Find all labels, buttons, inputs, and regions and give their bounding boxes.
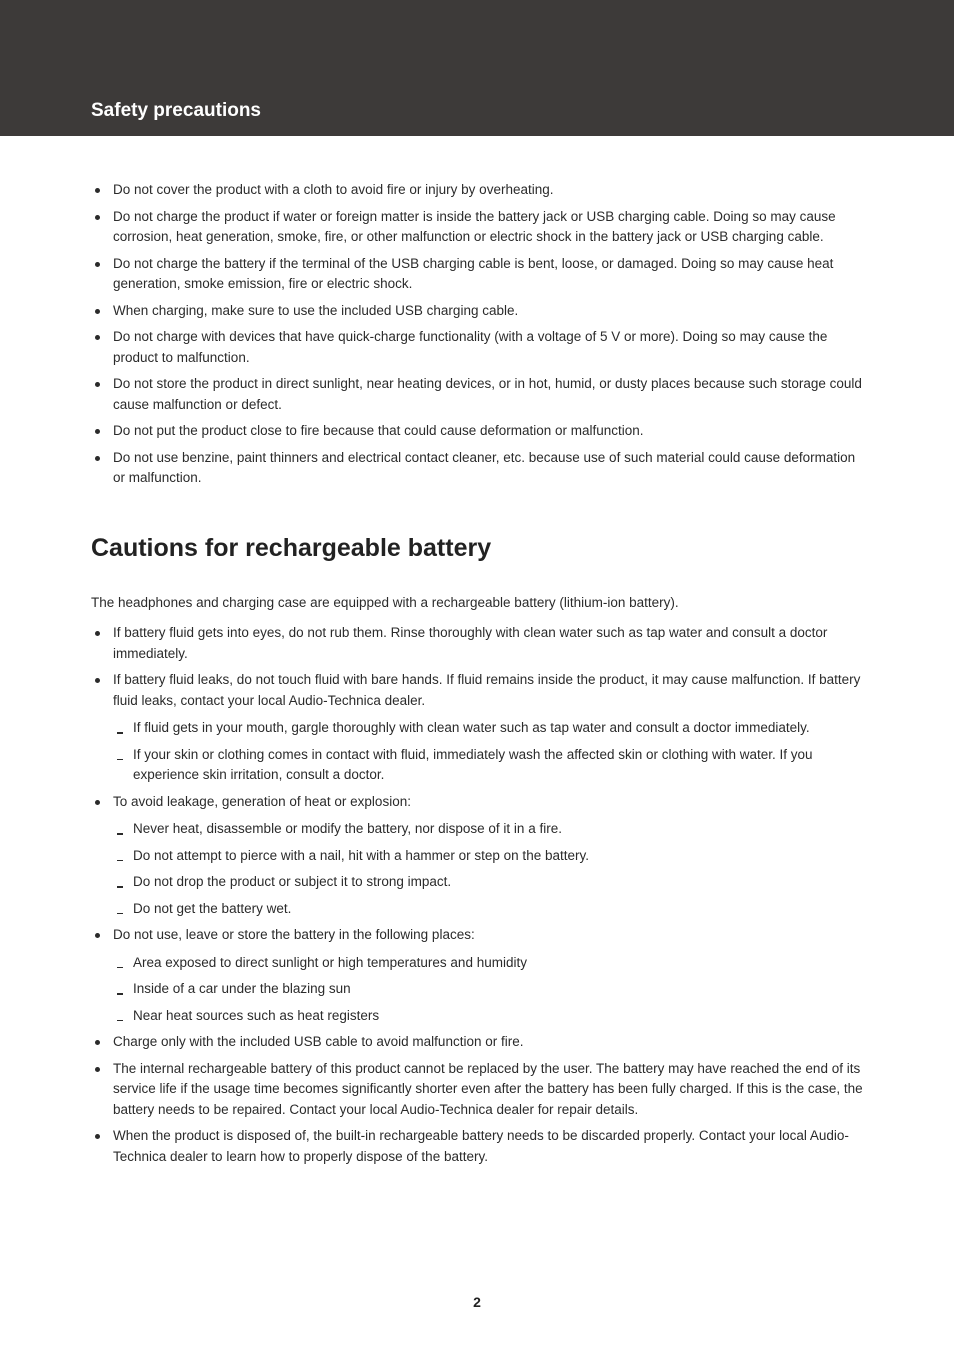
list-item-text: Do not put the product close to fire because that could cause deformation or malfunction. xyxy=(113,423,644,438)
sub-list-item xyxy=(113,899,863,920)
list-item xyxy=(91,301,863,322)
dash-icon xyxy=(117,967,123,969)
sub-list-item-text: Never heat, disassemble or modify the battery, nor dispose of it in a fire. xyxy=(133,821,562,836)
bullet-icon xyxy=(95,800,100,805)
list-item xyxy=(91,1032,863,1053)
bullet-icon xyxy=(95,1134,100,1139)
bullet-icon xyxy=(95,382,100,387)
sub-list-item xyxy=(113,718,863,739)
bullet-icon xyxy=(95,188,100,193)
header-title: Safety precautions xyxy=(91,100,261,121)
list-item xyxy=(91,623,863,664)
list-item-text: If battery fluid leaks, do not touch fluid with bare hands. If fluid remains inside the product, it may cause malfunction. If battery fluid leaks, contact your local Audio-Technica dealer. xyxy=(113,672,861,708)
dash-icon xyxy=(117,860,123,862)
sub-list-item-text: Area exposed to direct sunlight or high temperatures and humidity xyxy=(133,954,527,970)
list-item xyxy=(91,1126,863,1167)
list-item-text: Do not use benzine, paint thinners and electrical contact cleaner, etc. because use of such material could cause deformation or malfunction. xyxy=(113,449,856,485)
sub-list-item xyxy=(113,953,863,974)
bullet-icon xyxy=(95,1040,100,1045)
list-item-text: To avoid leakage, generation of heat or explosion: xyxy=(113,793,411,809)
bullet-icon xyxy=(95,262,100,267)
list-item xyxy=(91,180,863,201)
sub-list-item-text: Do not attempt to pierce with a nail, hit with a hammer or step on the battery. xyxy=(133,847,589,863)
list-item-text: Do not charge the battery if the terminal of the USB charging cable is bent, loose, or damaged. Doing so may cause heat generation, smoke emission, fire or electric shock. xyxy=(113,255,834,291)
dash-icon xyxy=(117,913,123,915)
sub-list-item-text: Do not drop the product or subject it to strong impact. xyxy=(133,874,452,889)
sub-list-item-text: Do not get the battery wet. xyxy=(133,900,292,916)
dash-icon xyxy=(117,993,123,995)
list-item xyxy=(91,327,863,368)
dash-icon xyxy=(117,833,123,835)
page-number: 2 xyxy=(473,1294,481,1310)
bullet-icon xyxy=(95,456,100,461)
sub-list-item xyxy=(113,979,863,1000)
list-item xyxy=(91,374,863,415)
dash-icon xyxy=(117,759,123,761)
bullet-icon xyxy=(95,678,100,683)
bullet-icon xyxy=(95,335,100,340)
list-item-text: The internal rechargeable battery of this product cannot be replaced by the user. The battery may have reached the end of its service life if the usage time becomes significantly shorter even after the battery has been fully charged. If this is the case, the battery needs to be repaired. Contact your local Audio-Technica dealer for repair details. xyxy=(113,1060,863,1117)
sub-list-item-text: If fluid gets in your mouth, gargle thoroughly with clean water such as tap water and consult a doctor immediately. xyxy=(133,720,810,735)
list-item-text: Do not charge the product if water or foreign matter is inside the battery jack or USB charging cable. Doing so may cause corrosion, heat generation, smoke, fire, or other malfunction or electric shock in the battery jack or USB charging cable. xyxy=(113,208,836,244)
page-content xyxy=(91,180,863,1173)
list-item-text: Do not charge with devices that have quick-charge functionality (with a voltage of 5 V or more). Doing so may cause the product to malfunction. xyxy=(113,329,828,365)
bullet-icon xyxy=(95,309,100,314)
list-item xyxy=(91,448,863,489)
bullet-icon xyxy=(95,631,100,636)
sub-list-item-text: Inside of a car under the blazing sun xyxy=(133,981,351,996)
sub-list-item-text: If your skin or clothing comes in contact with fluid, immediately wash the affected skin or clothing with water. If you experience skin irritation, consult a doctor. xyxy=(133,746,813,782)
list-item-text: When charging, make sure to use the included USB charging cable. xyxy=(113,302,519,318)
list-item-text: Do not use, leave or store the battery in the following places: xyxy=(113,927,475,942)
dash-icon xyxy=(117,1020,123,1022)
bullet-icon xyxy=(95,1067,100,1072)
list-item-text: Do not cover the product with a cloth to avoid fire or injury by overheating. xyxy=(113,182,554,197)
list-item xyxy=(91,1059,863,1121)
sub-list xyxy=(113,819,863,919)
sub-list-item xyxy=(113,1006,863,1027)
list-item-text: If battery fluid gets into eyes, do not rub them. Rinse thoroughly with clean water such as tap water and consult a doctor immediately. xyxy=(113,625,828,661)
list-item-text: Charge only with the included USB cable to avoid malfunction or fire. xyxy=(113,1034,524,1049)
list-item xyxy=(91,207,863,248)
sub-list xyxy=(113,953,863,1027)
list-item xyxy=(91,670,863,786)
section-intro: The headphones and charging case are equipped with a rechargeable battery (lithium-ion battery). xyxy=(91,594,679,610)
dash-icon xyxy=(117,886,123,888)
list-item xyxy=(91,925,863,1026)
bullet-icon xyxy=(95,429,100,434)
bullet-icon xyxy=(95,215,100,220)
sub-list-item xyxy=(113,846,863,867)
dash-icon xyxy=(117,732,123,734)
sub-list-item xyxy=(113,745,863,786)
list-item xyxy=(91,792,863,920)
list-item xyxy=(91,254,863,295)
sub-list-item xyxy=(113,819,863,840)
list-item xyxy=(91,421,863,442)
page-header xyxy=(0,0,954,136)
sub-list xyxy=(113,718,863,786)
precautions-list xyxy=(91,180,863,489)
sub-list-item-text: Near heat sources such as heat registers xyxy=(133,1007,380,1023)
list-item-text: When the product is disposed of, the built-in rechargeable battery needs to be discarded properly. Contact your local Audio-Technica dealer to learn how to properly dispose of the battery. xyxy=(113,1128,849,1164)
section-title: Cautions for rechargeable battery xyxy=(91,533,492,562)
list-item-text: Do not store the product in direct sunlight, near heating devices, or in hot, humid, or dusty places because such storage could cause malfunction or defect. xyxy=(113,376,862,412)
sub-list-item xyxy=(113,872,863,893)
battery-cautions-list xyxy=(91,623,863,1167)
bullet-icon xyxy=(95,933,100,938)
